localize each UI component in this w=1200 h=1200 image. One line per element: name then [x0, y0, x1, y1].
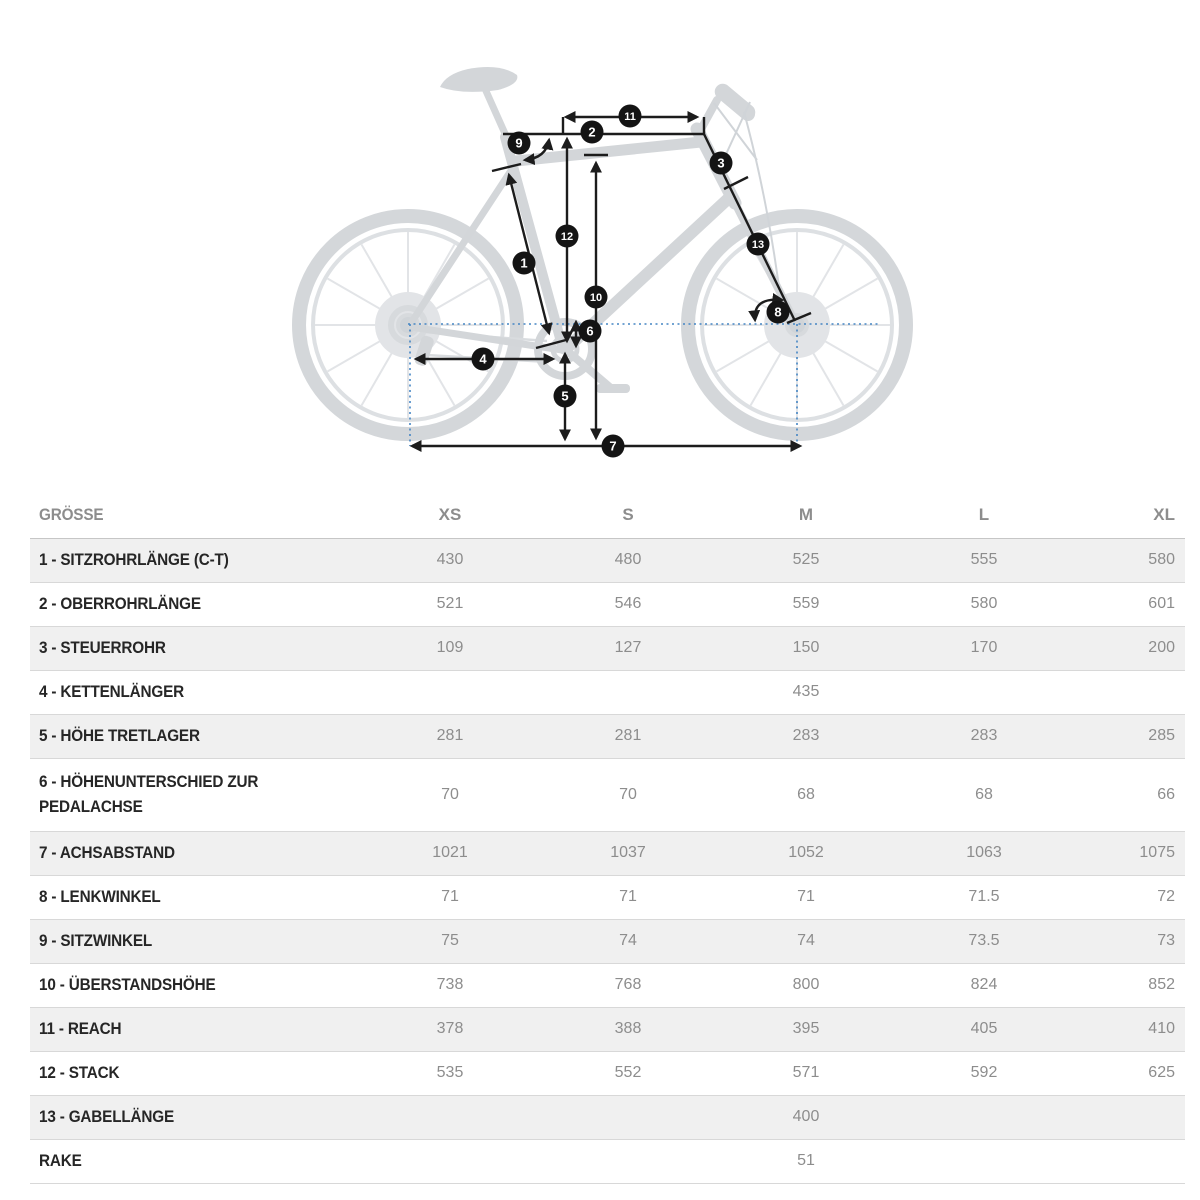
cell-value: 800	[792, 976, 820, 993]
row-label: 6 - HÖHENUNTERSCHIED ZUR PEDALACHSE	[39, 772, 259, 816]
cell-value: 71.5	[968, 888, 1000, 905]
cell-value: 546	[614, 595, 642, 612]
col-header-l: L	[978, 504, 990, 524]
cell-value: 559	[792, 595, 820, 612]
cell-value: 580	[970, 595, 998, 612]
cell-value: 768	[614, 976, 642, 993]
cell-value: 71	[441, 888, 459, 905]
cell-value	[539, 1095, 717, 1139]
marker-11	[619, 105, 642, 128]
col-header-m: M	[798, 504, 814, 524]
table-row	[30, 963, 1185, 1007]
table-row	[30, 582, 1185, 626]
table-row	[30, 875, 1185, 919]
marker-2	[581, 121, 604, 144]
cell-value: 51	[797, 1152, 815, 1169]
cell-value: 480	[614, 551, 642, 568]
svg-text:9: 9	[515, 135, 523, 151]
cell-value: 109	[436, 639, 464, 656]
svg-text:10: 10	[589, 292, 603, 304]
table-header-row	[30, 492, 1185, 538]
cell-value	[1073, 1095, 1185, 1139]
cell-value: 625	[1148, 1064, 1175, 1081]
cell-value: 73	[1157, 932, 1175, 949]
svg-text:8: 8	[774, 304, 782, 320]
cell-value: 555	[970, 551, 998, 568]
cell-value: 283	[792, 727, 820, 744]
cell-value: 74	[619, 932, 637, 949]
cell-value: 435	[792, 683, 820, 700]
cell-value: 521	[436, 595, 464, 612]
cell-value: 66	[1157, 785, 1175, 803]
cell-value	[1073, 670, 1185, 714]
col-header-xs: XS	[438, 504, 462, 524]
cell-value: 127	[614, 639, 642, 656]
row-label: 13 - GABELLÄNGE	[39, 1106, 175, 1126]
row-label: 5 - HÖHE TRETLAGER	[39, 725, 200, 745]
cell-value: 738	[436, 976, 464, 993]
geometry-table	[30, 492, 1185, 1184]
brake-cable	[744, 112, 781, 302]
cell-value: 410	[1148, 1020, 1175, 1037]
bike-silhouette	[299, 67, 906, 434]
cell-value: 170	[970, 639, 998, 656]
col-header-xl: XL	[1153, 504, 1175, 524]
marker-5	[554, 385, 577, 408]
cell-value: 1037	[610, 844, 646, 861]
cell-value: 395	[792, 1020, 820, 1037]
cell-value: 1075	[1139, 844, 1175, 861]
row-label: 10 - ÜBERSTANDSHÖHE	[39, 974, 216, 994]
svg-text:5: 5	[561, 388, 569, 404]
row-label: 1 - SITZROHRLÄNGE (C-T)	[39, 549, 229, 569]
marker-6	[579, 320, 602, 343]
bike-geometry-diagram	[0, 0, 1200, 492]
marker-9	[508, 132, 531, 155]
cell-value: 281	[436, 727, 464, 744]
marker-4	[472, 348, 495, 371]
cell-value	[895, 1095, 1073, 1139]
row-label: 9 - SITZWINKEL	[39, 930, 153, 950]
svg-text:13: 13	[751, 239, 765, 251]
size-column-header: GRÖSSE	[39, 504, 104, 524]
marker-7	[602, 435, 625, 458]
cell-value: 150	[792, 639, 820, 656]
row-label: RAKE	[39, 1150, 82, 1170]
cell-value: 71	[619, 888, 637, 905]
svg-text:4: 4	[479, 351, 487, 367]
table-row	[30, 1051, 1185, 1095]
cell-value: 824	[970, 976, 998, 993]
cell-value: 378	[436, 1020, 464, 1037]
cell-value: 68	[975, 785, 993, 803]
table-row	[30, 758, 1185, 831]
col-header-s: S	[622, 504, 634, 524]
cell-value: 73.5	[968, 932, 1000, 949]
row-label: 8 - LENKWINKEL	[39, 886, 161, 906]
rear-wheel	[299, 216, 517, 434]
table-row	[30, 714, 1185, 758]
cell-value: 70	[619, 785, 637, 803]
cell-value: 1021	[432, 844, 468, 861]
svg-text:12: 12	[560, 231, 574, 243]
cell-value: 1063	[966, 844, 1002, 861]
saddle	[440, 67, 517, 92]
cell-value: 71	[797, 888, 815, 905]
cell-value: 281	[614, 727, 642, 744]
table-row	[30, 919, 1185, 963]
cell-value: 285	[1148, 727, 1175, 744]
cell-value: 592	[970, 1064, 998, 1081]
cell-value: 601	[1148, 595, 1175, 612]
row-label: 3 - STEUERROHR	[39, 637, 166, 657]
row-label: 12 - STACK	[39, 1062, 120, 1082]
marker-8	[767, 301, 790, 324]
marker-10	[585, 286, 608, 309]
cell-value: 1052	[788, 844, 824, 861]
cell-value: 75	[441, 932, 459, 949]
cell-value: 571	[792, 1064, 820, 1081]
table-row	[30, 626, 1185, 670]
row-label: 7 - ACHSABSTAND	[39, 842, 175, 862]
marker-3	[710, 152, 733, 175]
cell-value: 852	[1148, 976, 1175, 993]
cell-value: 70	[441, 785, 459, 803]
cell-value: 283	[970, 727, 998, 744]
seatpost	[486, 91, 511, 147]
cell-value	[539, 1139, 717, 1183]
cell-value: 400	[792, 1108, 820, 1125]
pedal	[596, 384, 630, 393]
svg-text:1: 1	[520, 255, 528, 271]
cell-value: 72	[1157, 888, 1175, 905]
row-label: 2 - OBERROHRLÄNGE	[39, 593, 201, 613]
cell-value: 525	[792, 551, 820, 568]
table-row	[30, 831, 1185, 875]
cell-value: 535	[436, 1064, 464, 1081]
cell-value	[361, 1095, 539, 1139]
svg-text:2: 2	[588, 124, 596, 140]
marker-13	[747, 233, 770, 256]
cell-value: 388	[614, 1020, 642, 1037]
svg-text:3: 3	[717, 155, 725, 171]
row-label: 4 - KETTENLÄNGER	[39, 681, 185, 701]
cell-value	[361, 670, 539, 714]
svg-text:6: 6	[586, 323, 594, 339]
table-row	[30, 1095, 1185, 1139]
cell-value: 405	[970, 1020, 998, 1037]
svg-text:7: 7	[609, 438, 617, 454]
table-row	[30, 1007, 1185, 1051]
table-row	[30, 670, 1185, 714]
cell-value: 74	[797, 932, 815, 949]
cell-value: 68	[797, 785, 815, 803]
cell-value: 200	[1148, 639, 1175, 656]
cell-value	[895, 670, 1073, 714]
marker-1	[513, 252, 536, 275]
cell-value: 430	[436, 551, 464, 568]
cell-value	[361, 1139, 539, 1183]
table-row	[30, 1139, 1185, 1183]
cell-value	[895, 1139, 1073, 1183]
bike-geometry-svg	[0, 0, 1200, 492]
marker-12	[556, 225, 579, 248]
svg-text:11: 11	[624, 111, 636, 123]
cell-value: 580	[1148, 551, 1175, 568]
cell-value: 552	[614, 1064, 642, 1081]
table-row	[30, 538, 1185, 582]
row-label: 11 - REACH	[39, 1018, 122, 1038]
cell-value	[1073, 1139, 1185, 1183]
cell-value	[539, 670, 717, 714]
